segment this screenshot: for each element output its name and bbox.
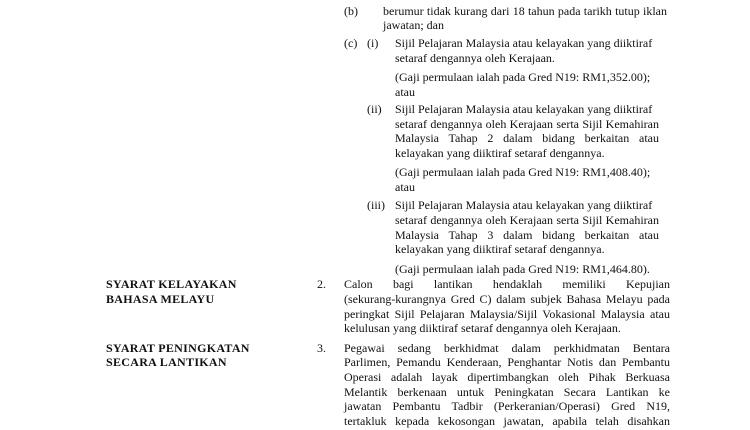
section-heading: BAHASA MELAYU [106,291,215,306]
section-heading: SYARAT KELAYAKAN [106,277,237,292]
section-text-line: peringkat Sijil Pelajaran Malaysia/Sijil Vokasional Malaysia atau [344,306,670,321]
section-heading: SECARA LANTIKAN [106,355,227,370]
section-text-line: tertakluk kepada kekosongan jawatan, apabila telah disahkan [344,414,670,428]
item-c-ii-label: (ii) [367,101,382,116]
item-b-line: jawatan; dan [383,18,444,33]
section-heading: SYARAT PENINGKATAN [106,340,250,355]
item-c-label: (c) [344,35,358,50]
section-text-line: Pegawai sedang berkhidmat dalam perkhidmatan Bentara [344,340,670,355]
item-c-iii-line: kelayakan yang diiktiraf setaraf dengannya. [395,242,605,257]
section-text-line: jawatan Pembantu Tadbir (Perkeranian/Operasi) Gred N19, [344,399,670,414]
item-c-i-line: Sijil Pelajaran Malaysia atau kelayakan yang diiktiraf [395,35,653,50]
item-c-i-line: setaraf dengannya oleh Kerajaan. [395,50,555,65]
item-c-ii-salary: (Gaji permulaan ialah pada Gred N19: RM1,408.40); [395,165,651,180]
section-text-line: (sekurang-kurangnya Gred C) dalam subjek Bahasa Melayu pada [344,291,670,306]
section-text-line: Calon bagi lantikan hendaklah memiliki Kepujian [344,277,670,292]
item-c-i-label: (i) [367,35,379,50]
item-c-iii-salary: (Gaji permulaan ialah pada Gred N19: RM1,464.80). [395,261,650,276]
section-text-line: kelulusan yang diiktiraf setaraf dengannya oleh Kerajaan. [344,321,621,336]
item-c-ii-salary-connector: atau [395,179,415,194]
item-c-ii-line: setaraf dengannya oleh Kerajaan serta Sijil Kemahiran [395,116,659,131]
item-c-iii-line: Malaysia Tahap 3 dalam bidang berkaitan atau [395,227,659,242]
item-c-ii-line: kelayakan yang diiktiraf setaraf dengannya. [395,146,605,160]
item-c-iii-line: setaraf dengannya oleh Kerajaan serta Sijil Kemahiran [395,213,659,227]
item-b-line: berumur tidak kurang dari 18 tahun pada tarikh tutup iklan [383,3,667,18]
item-c-i-salary-connector: atau [395,84,415,99]
section-text-line: Parlimen, Pemandu Kenderaan, Penghantar Notis dan Pembantu [344,355,670,370]
section-number: 3. [317,340,326,355]
section-number: 2. [317,277,326,292]
item-c-iii-label: (iii) [367,198,385,213]
item-c-ii-line: Sijil Pelajaran Malaysia atau kelayakan yang diiktiraf [395,101,653,116]
item-c-i-salary: (Gaji permulaan ialah pada Gred N19: RM1,352.00); [395,69,651,84]
section-text-line: Operasi adalah layak dipertimbangkan oleh Pihak Berkuasa [344,369,670,384]
item-b-label: (b) [344,3,358,18]
item-c-iii-line: Sijil Pelajaran Malaysia atau kelayakan yang diiktiraf [395,198,653,213]
section-text-line: Melantik berkenaan untuk Peningkatan Secara Lantikan ke [344,384,670,399]
item-c-ii-line: Malaysia Tahap 2 dalam bidang berkaitan atau [395,131,659,146]
